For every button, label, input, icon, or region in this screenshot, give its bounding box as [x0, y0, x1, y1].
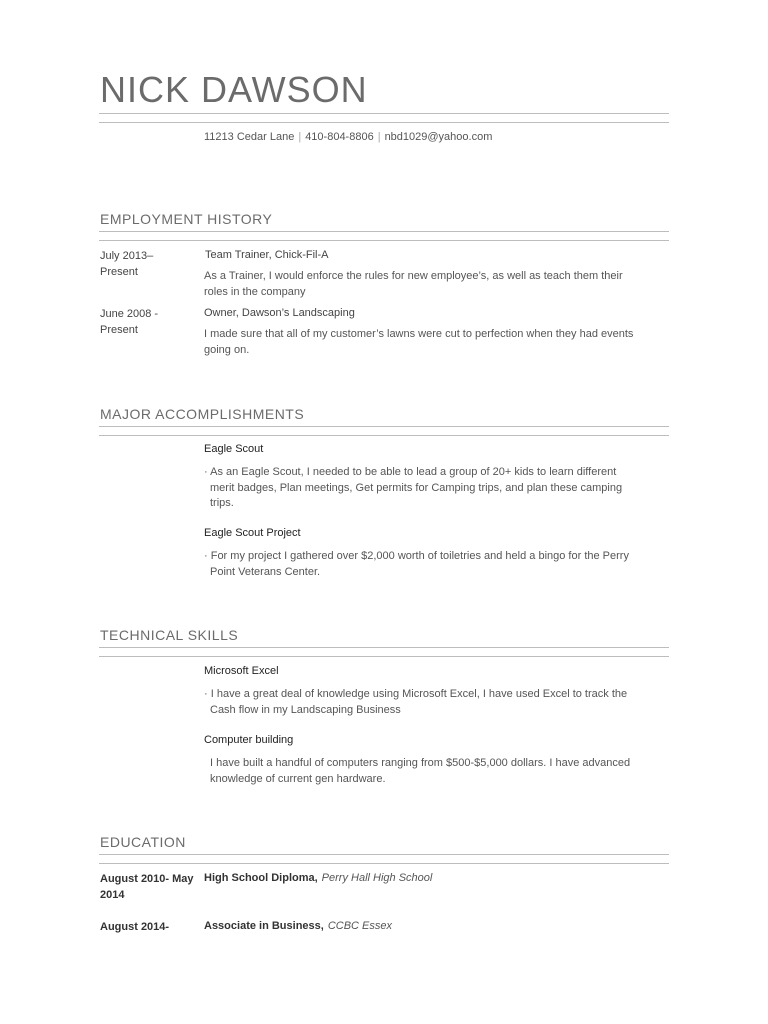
- section-title-education: EDUCATION: [100, 834, 186, 850]
- skill-bullet: I have built a handful of computers ranging from $500-$5,000 dollars. I have advanced knowledge of current gen hardware.: [210, 757, 631, 785]
- contact-address: 11213 Cedar Lane: [204, 131, 295, 143]
- accomplishment-bullet: · For my project I gathered over $2,000 worth of toiletries and held a bingo for the Perry Point Veterans Center.: [204, 550, 629, 578]
- job-role: Team Trainer, Chick-Fil-A: [205, 249, 329, 261]
- section-title-skills: TECHNICAL SKILLS: [100, 627, 239, 643]
- job-date-line: Present: [100, 266, 138, 278]
- section-rule: [99, 435, 669, 436]
- section-title-employment: EMPLOYMENT HISTORY: [100, 211, 273, 227]
- job-role: Owner, Dawson’s Landscaping: [204, 307, 355, 319]
- skill-bullet: · I have a great deal of knowledge using Microsoft Excel, I have used Excel to track the Cash flow in my Landscaping Business: [204, 688, 628, 716]
- section-title-accomplishments: MAJOR ACCOMPLISHMENTS: [100, 406, 305, 422]
- accomplishment-heading: Eagle Scout Project: [204, 527, 301, 539]
- skill-heading: Computer building: [204, 734, 294, 746]
- education-degree: Associate in Business,: [204, 920, 324, 932]
- education-date-line: August 2010- May: [100, 873, 194, 885]
- contact-phone: 410-804-8806: [305, 131, 374, 143]
- job-date-line: Present: [100, 324, 138, 336]
- job-description: I made sure that all of my customer’s lawns were cut to perfection when they had events going on.: [204, 328, 634, 356]
- section-rule: [99, 647, 669, 648]
- section-rule: [99, 656, 669, 657]
- job-date-line: June 2008 -: [100, 308, 159, 320]
- section-rule: [99, 854, 669, 855]
- education-entry: [204, 872, 432, 884]
- education-date: [100, 871, 200, 903]
- section-rule: [99, 863, 669, 864]
- job-date: [100, 248, 200, 280]
- section-rule: [99, 240, 669, 241]
- section-rule: [99, 426, 669, 427]
- accomplishment-heading: Eagle Scout: [204, 443, 264, 455]
- header-rule-bottom: [99, 122, 669, 123]
- accomplishment-bullet: · As an Eagle Scout, I needed to be able to lead a group of 20+ kids to learn different merit badges, Plan meetings, Get permits for Camping trips, and plan these camping trips.: [204, 466, 623, 509]
- education-date: [100, 919, 200, 935]
- education-degree: High School Diploma,: [204, 872, 318, 884]
- contact-separator: |: [298, 131, 302, 143]
- education-school: CCBC Essex: [327, 920, 393, 932]
- header-rule-top: [99, 113, 669, 114]
- skill-heading: Microsoft Excel: [204, 665, 279, 677]
- job-date-line: July 2013–: [100, 250, 154, 262]
- job-date: [100, 306, 200, 338]
- education-entry: [204, 920, 392, 932]
- contact-line: [204, 131, 492, 143]
- contact-email: nbd1029@yahoo.com: [384, 131, 493, 143]
- candidate-name: NICK DAWSON: [100, 69, 368, 110]
- section-rule: [99, 231, 669, 232]
- education-school: Perry Hall High School: [321, 872, 433, 884]
- job-description: As a Trainer, I would enforce the rules for new employee’s, as well as teach them their roles in the company: [204, 270, 623, 298]
- education-date-line: 2014: [100, 889, 125, 901]
- education-date-line: August 2014-: [100, 921, 170, 933]
- contact-separator: |: [377, 131, 381, 143]
